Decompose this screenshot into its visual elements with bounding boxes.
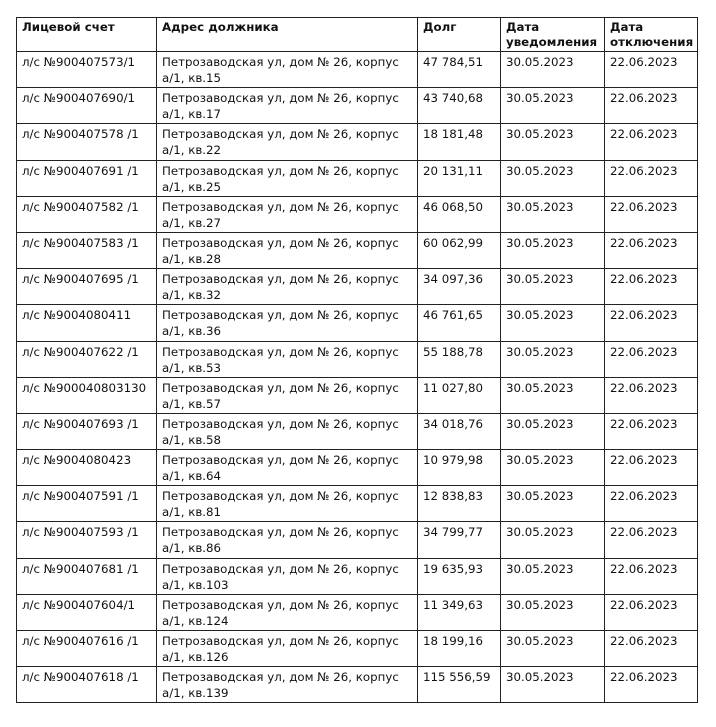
cell-address xyxy=(157,522,418,558)
cell-cutoff-date: 22.06.2023 xyxy=(605,413,698,449)
header-notice-date-line2: уведомления xyxy=(506,35,598,49)
cell-cutoff-date: 22.06.2023 xyxy=(605,124,698,160)
cell-account: л/с №900407618 /1 xyxy=(17,667,157,703)
cell-account: л/с №900407591 /1 xyxy=(17,486,157,522)
address-line-street: Петрозаводская ул, дом № 26, корпус xyxy=(162,235,399,250)
address-line-street: Петрозаводская ул, дом № 26, корпус xyxy=(162,453,399,468)
cell-debt: 12 838,83 xyxy=(418,486,501,522)
cell-notice-date: 30.05.2023 xyxy=(501,232,605,268)
address-line-apartment: а/1, кв.64 xyxy=(162,469,222,484)
address-line-apartment: а/1, кв.32 xyxy=(162,288,222,303)
table-row xyxy=(17,232,698,268)
address-line-street: Петрозаводская ул, дом № 26, корпус xyxy=(162,670,399,685)
cell-cutoff-date: 22.06.2023 xyxy=(605,522,698,558)
cell-cutoff-date: 22.06.2023 xyxy=(605,232,698,268)
cell-cutoff-date: 22.06.2023 xyxy=(605,631,698,667)
address-line-street: Петрозаводская ул, дом № 26, корпус xyxy=(162,634,399,648)
cell-address xyxy=(157,377,418,413)
cell-address xyxy=(157,341,418,377)
cell-debt: 46 068,50 xyxy=(418,196,501,232)
header-notice-date-line1: Дата xyxy=(506,20,540,34)
cell-account: л/с №900407578 /1 xyxy=(17,124,157,160)
cell-account: л/с №900407593 /1 xyxy=(17,522,157,558)
cell-address xyxy=(157,631,418,667)
cell-cutoff-date: 22.06.2023 xyxy=(605,305,698,341)
address-line-street: Петрозаводская ул, дом № 26, корпус xyxy=(162,163,399,178)
cell-account: л/с №900407681 /1 xyxy=(17,558,157,594)
cell-address xyxy=(157,486,418,522)
address-line-street: Петрозаводская ул, дом № 26, корпус xyxy=(162,416,399,431)
table-row xyxy=(17,341,698,377)
table-row xyxy=(17,667,698,703)
address-line-street: Петрозаводская ул, дом № 26, корпус xyxy=(162,308,399,323)
address-line-street: Петрозаводская ул, дом № 26, корпус xyxy=(162,344,399,359)
address-line-street: Петрозаводская ул, дом № 26, корпус xyxy=(162,489,399,504)
header-account: Лицевой счет xyxy=(17,18,157,52)
address-line-apartment: а/1, кв.124 xyxy=(162,613,229,628)
cell-notice-date: 30.05.2023 xyxy=(501,88,605,124)
cell-account: л/с №900407695 /1 xyxy=(17,269,157,305)
cell-address xyxy=(157,232,418,268)
address-line-apartment: а/1, кв.53 xyxy=(162,360,222,375)
cell-account: л/с №900407693 /1 xyxy=(17,413,157,449)
cell-address xyxy=(157,52,418,88)
table-row xyxy=(17,450,698,486)
address-line-street: Петрозаводская ул, дом № 26, корпус xyxy=(162,597,399,612)
address-line-apartment: а/1, кв.57 xyxy=(162,396,222,411)
cell-cutoff-date: 22.06.2023 xyxy=(605,196,698,232)
cell-notice-date: 30.05.2023 xyxy=(501,160,605,196)
cell-address xyxy=(157,88,418,124)
cell-notice-date: 30.05.2023 xyxy=(501,450,605,486)
header-cutoff-date-line2: отключения xyxy=(610,35,694,49)
cell-account: л/с №900040803130 xyxy=(17,377,157,413)
cell-account: л/с №900407691 /1 xyxy=(17,160,157,196)
cell-notice-date: 30.05.2023 xyxy=(501,413,605,449)
cell-cutoff-date: 22.06.2023 xyxy=(605,486,698,522)
address-line-apartment: а/1, кв.28 xyxy=(162,251,222,266)
cell-address xyxy=(157,160,418,196)
table-row xyxy=(17,631,698,667)
address-line-street: Петрозаводская ул, дом № 26, корпус xyxy=(162,561,399,576)
address-line-apartment: а/1, кв.25 xyxy=(162,179,222,194)
cell-cutoff-date: 22.06.2023 xyxy=(605,160,698,196)
cell-debt: 18 181,48 xyxy=(418,124,501,160)
cell-notice-date: 30.05.2023 xyxy=(501,558,605,594)
cell-cutoff-date: 22.06.2023 xyxy=(605,594,698,630)
table-header-row xyxy=(17,18,698,52)
cell-address xyxy=(157,305,418,341)
cell-debt: 18 199,16 xyxy=(418,631,501,667)
cell-cutoff-date: 22.06.2023 xyxy=(605,269,698,305)
cell-account: л/с №900407690/1 xyxy=(17,88,157,124)
cell-notice-date: 30.05.2023 xyxy=(501,377,605,413)
header-cutoff-date-line1: Дата xyxy=(610,20,644,34)
cell-notice-date: 30.05.2023 xyxy=(501,124,605,160)
address-line-apartment: а/1, кв.17 xyxy=(162,107,222,122)
cell-account: л/с №900407582 /1 xyxy=(17,196,157,232)
cell-debt: 11 349,63 xyxy=(418,594,501,630)
cell-address xyxy=(157,450,418,486)
cell-notice-date: 30.05.2023 xyxy=(501,486,605,522)
cell-debt: 34 018,76 xyxy=(418,413,501,449)
table-row xyxy=(17,88,698,124)
address-line-street: Петрозаводская ул, дом № 26, корпус xyxy=(162,55,399,69)
cell-address xyxy=(157,196,418,232)
cell-address xyxy=(157,594,418,630)
cell-address xyxy=(157,124,418,160)
header-cutoff-date xyxy=(605,18,698,52)
table-row xyxy=(17,486,698,522)
cell-account: л/с №9004080423 xyxy=(17,450,157,486)
header-notice-date xyxy=(501,18,605,52)
cell-cutoff-date: 22.06.2023 xyxy=(605,558,698,594)
table-row xyxy=(17,413,698,449)
address-line-apartment: а/1, кв.86 xyxy=(162,541,222,556)
cell-cutoff-date: 22.06.2023 xyxy=(605,341,698,377)
address-line-apartment: а/1, кв.126 xyxy=(162,650,229,664)
cell-notice-date: 30.05.2023 xyxy=(501,305,605,341)
address-line-apartment: а/1, кв.139 xyxy=(162,686,229,701)
address-line-street: Петрозаводская ул, дом № 26, корпус xyxy=(162,380,399,395)
cell-debt: 20 131,11 xyxy=(418,160,501,196)
address-line-street: Петрозаводская ул, дом № 26, корпус xyxy=(162,91,399,106)
cell-debt: 46 761,65 xyxy=(418,305,501,341)
address-line-apartment: а/1, кв.36 xyxy=(162,324,222,339)
cell-notice-date: 30.05.2023 xyxy=(501,52,605,88)
cell-debt: 55 188,78 xyxy=(418,341,501,377)
address-line-street: Петрозаводская ул, дом № 26, корпус xyxy=(162,127,399,142)
cell-cutoff-date: 22.06.2023 xyxy=(605,667,698,703)
address-line-street: Петрозаводская ул, дом № 26, корпус xyxy=(162,525,399,540)
cell-notice-date: 30.05.2023 xyxy=(501,341,605,377)
cell-notice-date: 30.05.2023 xyxy=(501,631,605,667)
cell-notice-date: 30.05.2023 xyxy=(501,196,605,232)
address-line-apartment: а/1, кв.15 xyxy=(162,71,222,85)
address-line-apartment: а/1, кв.103 xyxy=(162,577,229,592)
cell-address xyxy=(157,667,418,703)
table-row xyxy=(17,305,698,341)
cell-notice-date: 30.05.2023 xyxy=(501,594,605,630)
cell-cutoff-date: 22.06.2023 xyxy=(605,377,698,413)
cell-account: л/с №900407573/1 xyxy=(17,52,157,88)
header-debt: Долг xyxy=(418,18,501,52)
cell-cutoff-date: 22.06.2023 xyxy=(605,88,698,124)
cell-debt: 19 635,93 xyxy=(418,558,501,594)
debtors-table xyxy=(16,17,698,703)
table-row xyxy=(17,52,698,88)
cell-notice-date: 30.05.2023 xyxy=(501,269,605,305)
table-row xyxy=(17,160,698,196)
cell-debt: 47 784,51 xyxy=(418,52,501,88)
table-row xyxy=(17,594,698,630)
address-line-apartment: а/1, кв.81 xyxy=(162,505,222,520)
cell-debt: 10 979,98 xyxy=(418,450,501,486)
cell-address xyxy=(157,558,418,594)
address-line-apartment: а/1, кв.27 xyxy=(162,215,222,230)
table-row xyxy=(17,377,698,413)
cell-debt: 34 799,77 xyxy=(418,522,501,558)
cell-debt: 43 740,68 xyxy=(418,88,501,124)
cell-debt: 34 097,36 xyxy=(418,269,501,305)
cell-account: л/с №900407604/1 xyxy=(17,594,157,630)
table-row xyxy=(17,558,698,594)
table-row xyxy=(17,522,698,558)
cell-address xyxy=(157,413,418,449)
cell-notice-date: 30.05.2023 xyxy=(501,522,605,558)
address-line-apartment: а/1, кв.22 xyxy=(162,143,222,158)
cell-cutoff-date: 22.06.2023 xyxy=(605,52,698,88)
cell-notice-date: 30.05.2023 xyxy=(501,667,605,703)
cell-debt: 11 027,80 xyxy=(418,377,501,413)
address-line-street: Петрозаводская ул, дом № 26, корпус xyxy=(162,272,399,287)
header-address: Адрес должника xyxy=(157,18,418,52)
cell-address xyxy=(157,269,418,305)
table-row xyxy=(17,196,698,232)
cell-account: л/с №900407583 /1 xyxy=(17,232,157,268)
table-row xyxy=(17,124,698,160)
cell-debt: 60 062,99 xyxy=(418,232,501,268)
address-line-apartment: а/1, кв.58 xyxy=(162,432,222,447)
table-row xyxy=(17,269,698,305)
cell-account: л/с №900407622 /1 xyxy=(17,341,157,377)
cell-debt: 115 556,59 xyxy=(418,667,501,703)
cell-account: л/с №900407616 /1 xyxy=(17,631,157,667)
cell-account: л/с №9004080411 xyxy=(17,305,157,341)
address-line-street: Петрозаводская ул, дом № 26, корпус xyxy=(162,199,399,214)
cell-cutoff-date: 22.06.2023 xyxy=(605,450,698,486)
